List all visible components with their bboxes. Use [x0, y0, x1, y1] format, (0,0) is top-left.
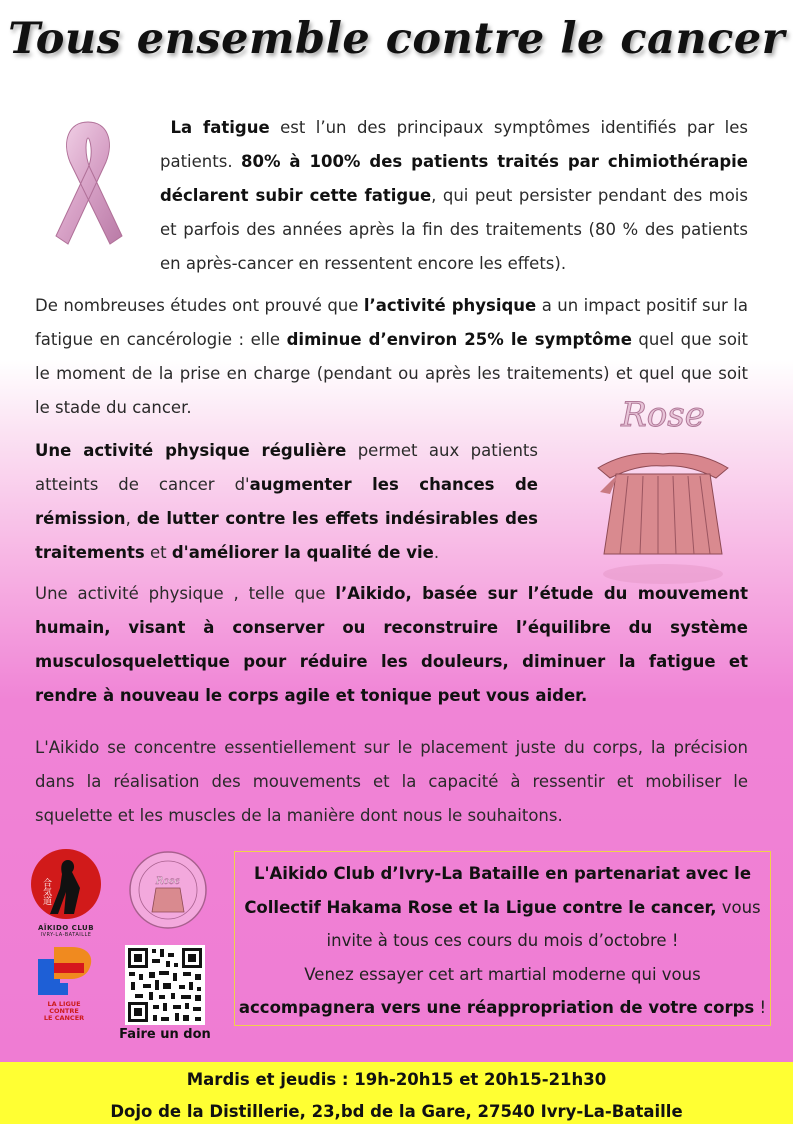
- partner-invite-text: vous invite à tous ces cours du mois d’octobre !: [326, 897, 761, 950]
- pink-ribbon-icon: [50, 116, 126, 254]
- aikido-club-caption: AÏKIDO CLUB: [37, 924, 95, 932]
- partnership-box: L'Aikido Club d’Ivry-La Bataille en partenariat avec le Collectif Hakama Rose et la Ligue contre le cancer, vous invite à tous ces cours du mois d’octobre ! Venez essayer cet art martial moderne qui vous accompagnera vers une réappropriation de votre corps !: [234, 851, 771, 1026]
- aikido-club-logo: [30, 848, 102, 938]
- partner-try-text: Venez essayer cet art martial moderne qui vous: [304, 964, 701, 984]
- aikido-kanji-text: 合気道: [41, 878, 51, 905]
- page-title: Tous ensemble contre le cancer: [8, 14, 785, 64]
- address-text: Dojo de la Distillerie, 23,bd de la Gare, 27540 Ivry-La-Bataille: [110, 1102, 683, 1121]
- schedule-text: Mardis et jeudis : 19h-20h15 et 20h15-21h30: [186, 1070, 607, 1089]
- studies-paragraph: De nombreuses études ont prouvé que l’activité physique a un impact positif sur la fatigue en cancérologie : elle diminue d’environ 25% le symptôme quel que soit le moment de la prise en charge (pendant ou après les traitements) et quel que soit le stade du cancer.: [35, 296, 748, 417]
- schedule-footer: [0, 1062, 793, 1124]
- ligue-caption-2: CONTRE: [49, 1007, 79, 1015]
- partner-reappropriation-text: accompagnera vers une réappropriation de votre corps: [238, 998, 755, 1017]
- rose-hakama-illustration: [588, 394, 738, 598]
- ligue-caption-1: LA LIGUE: [47, 1000, 81, 1008]
- aikido-club-subcaption: IVRY-LA-BATAILLE: [40, 932, 92, 938]
- hakama-logo-rose-text: Rose: [155, 876, 181, 887]
- hakama-rose-logo: [128, 850, 208, 934]
- ligue-caption-3: LE CANCER: [43, 1014, 85, 1022]
- rose-script-text: Rose: [621, 395, 705, 435]
- regular-activity-paragraph: Une activité physique régulière permet aux patients atteints de cancer d'augmenter les chances de rémission, de lutter contre les effets indésirables des traitements et d'améliorer la qualité de vie.: [35, 441, 538, 562]
- aikido-activity-paragraph: Une activité physique , telle que l’Aikido, basée sur l’étude du mouvement humain, visant à conserver ou reconstruire l’équilibre du système musculosquelettique pour réduire les douleurs, diminuer la fatigue et rendre à nouveau le corps agile et tonique peut vous aider.: [35, 584, 749, 705]
- donate-label[interactable]: Faire un don: [119, 1027, 211, 1042]
- partner-bold-text: L'Aikido Club d’Ivry-La Bataille en partenariat avec le Collectif Hakama Rose et la Ligue contre le cancer,: [244, 864, 752, 917]
- donation-qr-code[interactable]: [125, 945, 205, 1025]
- ligue-contre-le-cancer-logo: [32, 945, 96, 1022]
- aikido-focus-paragraph: L'Aikido se concentre essentiellement sur le placement juste du corps, la précision dans la réalisation des mouvements et la capacité à ressentir et mobiliser le squelette et les muscles de la manière dont nous le souhaitons.: [35, 738, 748, 825]
- intro-fatigue-paragraph: La fatigue est l’un des principaux symptômes identifiés par les patients. 80% à 100% des patients traités par chimiothérapie déclarent subir cette fatigue, qui peut persister pendant des mois et parfois des années après la fin des traitements (80 % des patients en après-cancer en ressentent encore les effets).: [160, 118, 749, 273]
